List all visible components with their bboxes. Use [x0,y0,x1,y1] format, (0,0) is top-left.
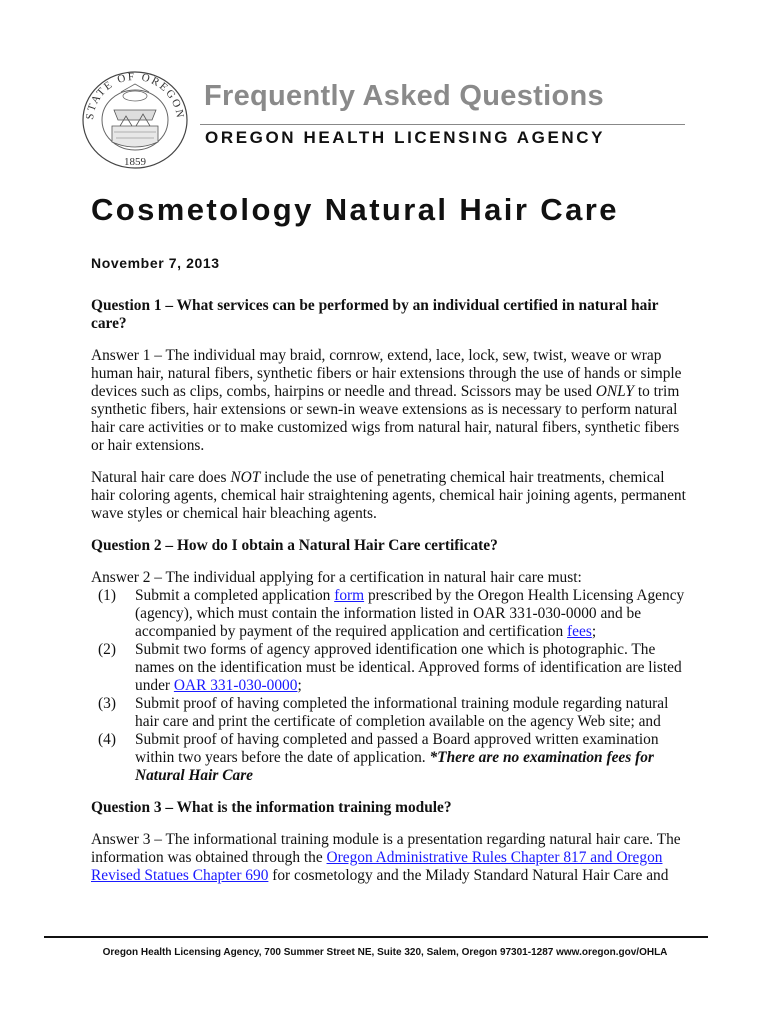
note-text-start: Natural hair care does [91,469,231,486]
list-item-text: ; [297,677,302,694]
list-item-number: (2) [98,641,116,658]
state-seal-icon [80,70,190,170]
note-emphasis: NOT [230,469,261,486]
requirements-list [91,587,691,785]
question-3: Question 3 – What is the information training module? [91,799,452,816]
footer-address: Oregon Health Licensing Agency, 700 Summer Street NE, Suite 320, Salem, Oregon 97301-1287 www.oregon.gov/OHLA [102,947,668,958]
question-2: Question 2 – How do I obtain a Natural Hair Care certificate? [91,537,498,554]
oar-link[interactable]: OAR 331-030-0000 [173,677,298,694]
faq-title: Frequently Asked Questions [204,80,604,112]
answer-1-note [91,469,691,523]
answer-3 [91,831,691,885]
list-item-number: (4) [98,731,116,748]
answer-1-text-start: Answer 1 – The individual may braid, cornrow, extend, lace, lock, sew, twist, weave or wrap human hair, natural fibers, synthetic fibers or hair extensions through the use of hands or simple devices such as clips, combs, hairpins or needle and thread. Scissors may be used [91,347,682,400]
answer-3-text-end: for cosmetology and the Milady Standard Natural Hair Care and [268,867,669,884]
answer-3-text-start: Answer 3 – The informational training module is a presentation regarding natural hair care. The information was obtained through the [91,831,681,866]
fees-link[interactable]: fees [567,623,592,640]
list-item-text: Submit proof of having completed the informational training module regarding natural hair care and print the certificate of completion available on the agency Web site; and [135,695,669,730]
seal-state-text: STATE OF OREGON [83,70,187,121]
agency-name: OREGON HEALTH LICENSING AGENCY [205,128,606,147]
document-body [91,297,691,899]
rules-chapter-link[interactable]: Oregon Administrative Rules Chapter 817 and Oregon Revised Statues Chapter 690 [91,849,663,884]
answer-2-intro: Answer 2 – The individual applying for a certification in natural hair care must: [91,569,582,586]
answer-1-emphasis: ONLY [595,383,634,400]
form-link[interactable]: form [334,587,365,604]
document-date: November 7, 2013 [91,255,220,271]
list-item-number: (1) [98,587,116,604]
list-item-text: Submit proof of having completed and passed a Board approved written examination within two years before the date of application. [135,731,659,766]
list-item [91,731,691,785]
list-item [91,641,691,695]
document-title: Cosmetology Natural Hair Care [91,192,619,227]
list-item-number: (3) [98,695,116,712]
list-item-text: ; [591,623,597,640]
answer-1 [91,347,691,455]
answer-1-text-end: to trim synthetic fibers, hair extensions or sewn-in weave extensions as is necessary to perform natural hair care activities or to make customized wigs from natural hair, natural fibers, synthetic fibers or hair extensions. [91,383,680,454]
list-item-text: Submit two forms of agency approved identification one which is photographic. The names on the identification must be identical. Approved forms of identification are listed under [135,641,682,694]
list-item [91,587,691,641]
list-item-text: prescribed by the Oregon Health Licensing Agency (agency), which must contain the information listed in OAR 331-030-0000 and be accompanied by payment of the required application and certification [135,587,685,640]
no-exam-fees-note: *There are no examination fees for Natural Hair Care [135,749,654,784]
header-divider [200,124,685,125]
list-item [91,695,691,731]
oregon-state-seal [80,70,190,170]
note-text-end: include the use of penetrating chemical hair treatments, chemical hair coloring agents, chemical hair straightening agents, chemical hair joining agents, permanent wave styles or chemical hair bleaching agents. [91,469,686,522]
list-item-text: Submit a completed application [135,587,335,604]
seal-year: 1859 [124,156,146,168]
question-1: Question 1 – What services can be performed by an individual certified in natural hair care? [91,297,659,332]
footer-divider [44,936,708,938]
